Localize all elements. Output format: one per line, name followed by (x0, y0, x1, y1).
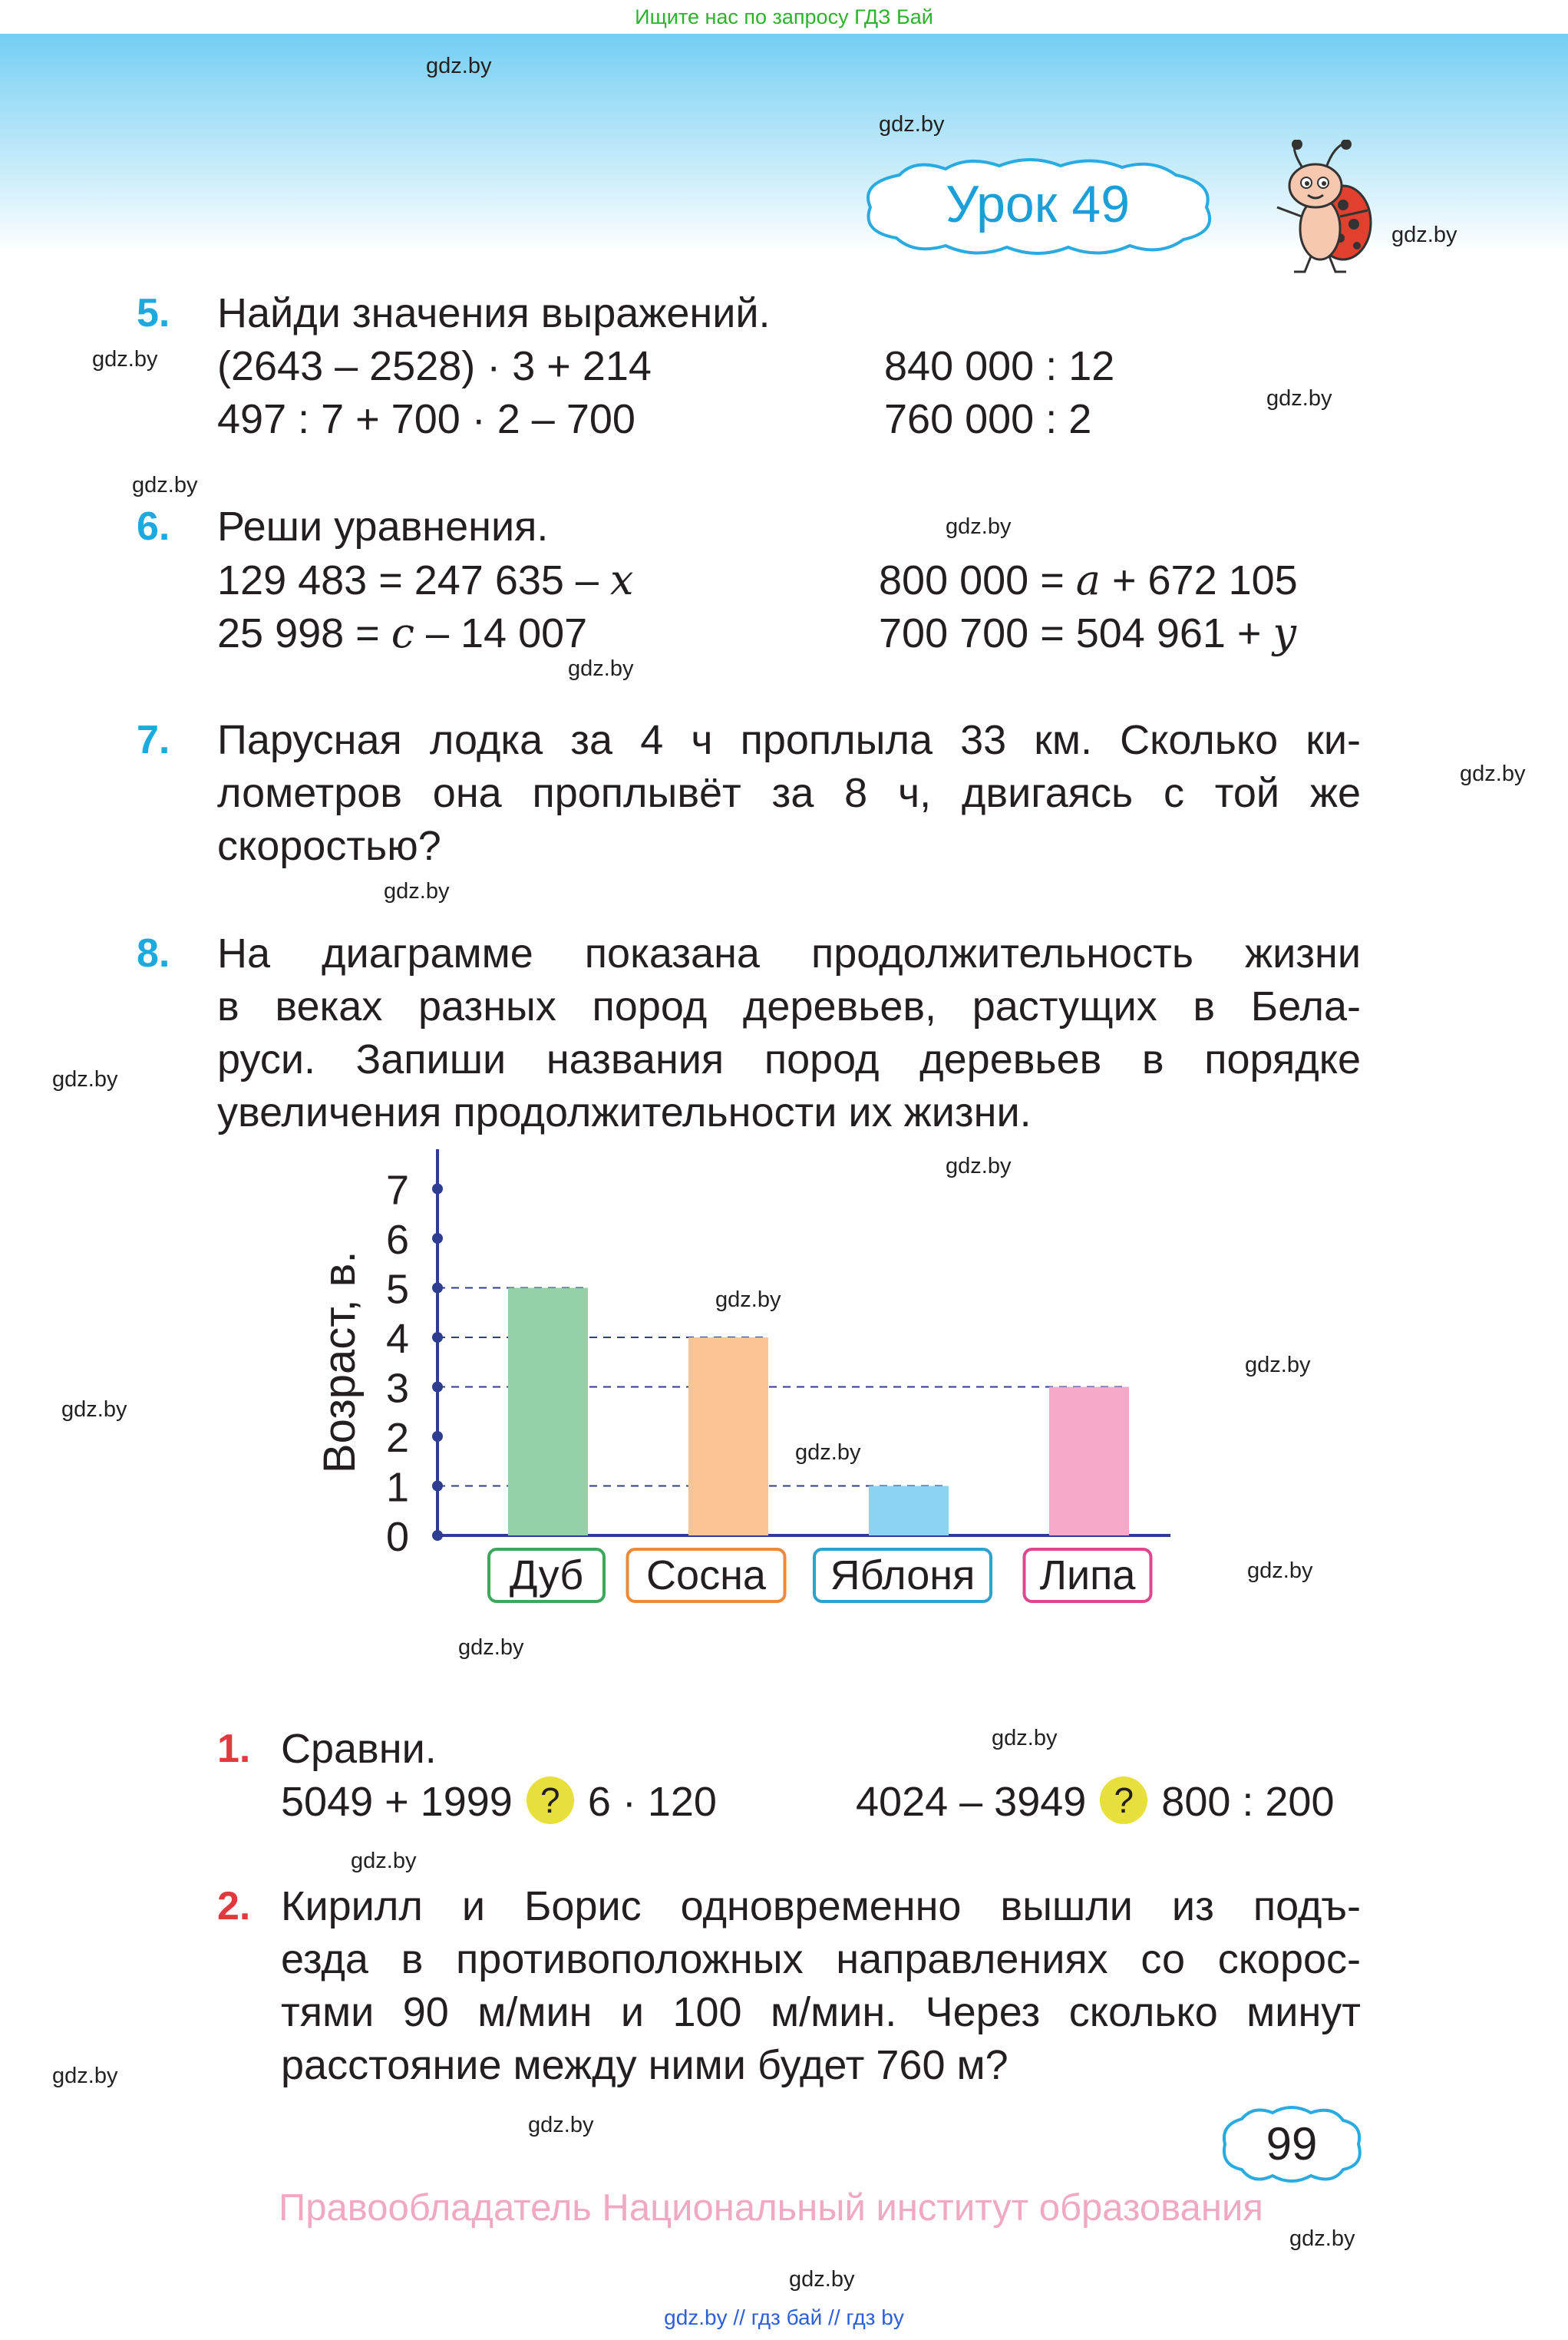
watermark: gdz.by (1289, 2226, 1355, 2251)
bar-Сосна (688, 1337, 768, 1535)
task-number: 6. (137, 504, 170, 549)
watermark: gdz.by (52, 2064, 118, 2088)
y-tick-dot (432, 1283, 443, 1294)
watermark: gdz.by (1391, 223, 1457, 247)
watermark: gdz.by (1245, 1353, 1311, 1377)
expression: 840 000 : 12 (884, 343, 1115, 389)
task-number: 5. (137, 291, 170, 335)
bar-Дуб (508, 1288, 588, 1536)
watermark: gdz.by (795, 1440, 861, 1465)
expression: (2643 – 2528) · 3 + 214 (217, 343, 652, 389)
extra-task-number: 2. (217, 1884, 251, 1929)
y-tick-label: 3 (385, 1365, 410, 1412)
y-tick-dot (432, 1431, 443, 1442)
task-text-line: увеличения продолжительности их жизни. (217, 1089, 1032, 1135)
ladybug-icon (1266, 140, 1381, 282)
task-prompt: Найди значения выражений. (217, 290, 771, 336)
task-prompt: Реши уравнения. (217, 504, 549, 550)
bar-Яблоня (869, 1486, 949, 1536)
task-text-line: тями 90 м/мин и 100 м/мин. Через сколько минут (281, 1989, 1361, 2035)
comparison: 5049 + 1999 ? 6 · 120 (281, 1776, 717, 1829)
task-text-line: руси. Запиши названия пород деревьев в порядке (217, 1036, 1361, 1082)
watermark: gdz.by (992, 1726, 1058, 1750)
category-label: Дуб (509, 1552, 584, 1598)
watermark: gdz.by (789, 2267, 855, 2292)
task-text-line: Парусная лодка за 4 ч проплыла 33 км. Сколько ки- (217, 717, 1361, 763)
bottom-links[interactable]: gdz.by // гдз бай // гдз by (664, 2305, 904, 2329)
page-number (1219, 2102, 1365, 2186)
y-tick-label: 2 (385, 1415, 410, 1461)
watermark: gdz.by (426, 54, 492, 78)
y-tick-label: 0 (385, 1514, 410, 1560)
copyright: Правообладатель Национальный институт образования (279, 2187, 1263, 2229)
bar-chart (307, 1136, 1190, 1628)
y-tick-dot (432, 1481, 443, 1492)
task-text-line: На диаграмме показана продолжительность жизни (217, 930, 1361, 977)
y-tick-dot (432, 1530, 443, 1541)
y-tick-label: 1 (385, 1464, 410, 1511)
y-tick-label: 6 (385, 1217, 410, 1263)
watermark: gdz.by (946, 514, 1012, 539)
equation: 129 483 = 247 635 – x (217, 556, 634, 604)
equation: 800 000 = a + 672 105 (879, 556, 1298, 604)
y-tick-label: 4 (385, 1316, 410, 1362)
comparison: 4024 – 3949 ? 800 : 200 (856, 1776, 1335, 1829)
task-text-line: Кирилл и Борис одновременно вышли из подъ- (281, 1883, 1361, 1929)
y-tick-dot (432, 1184, 443, 1195)
watermark: gdz.by (568, 656, 634, 681)
equation: 700 700 = 504 961 + y (879, 609, 1297, 657)
extra-task-number: 1. (217, 1727, 251, 1771)
watermark: gdz.by (458, 1635, 524, 1660)
compare-placeholder: ? (1100, 1776, 1147, 1824)
expression: 497 : 7 + 700 · 2 – 700 (217, 396, 635, 442)
watermark: gdz.by (52, 1067, 118, 1092)
expression: 760 000 : 2 (884, 396, 1092, 442)
watermark: gdz.by (61, 1397, 127, 1422)
lesson-badge (853, 152, 1222, 259)
watermark: gdz.by (132, 473, 198, 497)
watermark: gdz.by (1460, 762, 1526, 786)
y-tick-dot (432, 1233, 443, 1244)
bar-Липа (1049, 1387, 1129, 1536)
watermark: gdz.by (92, 347, 158, 372)
watermark: gdz.by (384, 879, 450, 904)
watermark: gdz.by (1247, 1558, 1313, 1583)
compare-placeholder: ? (527, 1776, 574, 1824)
category-label: Липа (1039, 1552, 1136, 1598)
page-number-text: 99 (1266, 2118, 1318, 2170)
y-tick-label: 7 (385, 1167, 410, 1214)
y-tick-dot (432, 1382, 443, 1393)
task-number: 8. (137, 931, 170, 976)
watermark: gdz.by (715, 1287, 781, 1312)
task-text-line: лометров она проплывёт за 8 ч, двигаясь с той же (217, 770, 1361, 816)
watermark: gdz.by (1266, 386, 1332, 411)
task-text-line: скоростью? (217, 823, 441, 869)
task-text-line: езда в противоположных направлениях со скорос- (281, 1936, 1361, 1982)
watermark: gdz.by (351, 1849, 417, 1873)
watermark: gdz.by (946, 1154, 1012, 1178)
lesson-title: Урок 49 (945, 175, 1131, 233)
search-banner: Ищите нас по запросу ГДЗ Бай (0, 0, 1568, 34)
y-axis-label: Возраст, в. (315, 1251, 365, 1474)
task-text-line: в веках разных пород деревьев, растущих в Бела- (217, 983, 1361, 1030)
task-prompt: Сравни. (281, 1726, 437, 1772)
category-label: Яблоня (830, 1552, 975, 1598)
category-label: Сосна (646, 1552, 766, 1598)
y-tick-label: 5 (385, 1266, 410, 1313)
task-number: 7. (137, 718, 170, 762)
task-text-line: расстояние между ними будет 760 м? (281, 2042, 1008, 2088)
y-tick-dot (432, 1332, 443, 1343)
watermark: gdz.by (528, 2113, 594, 2137)
watermark: gdz.by (879, 112, 945, 137)
equation: 25 998 = c – 14 007 (217, 609, 588, 657)
